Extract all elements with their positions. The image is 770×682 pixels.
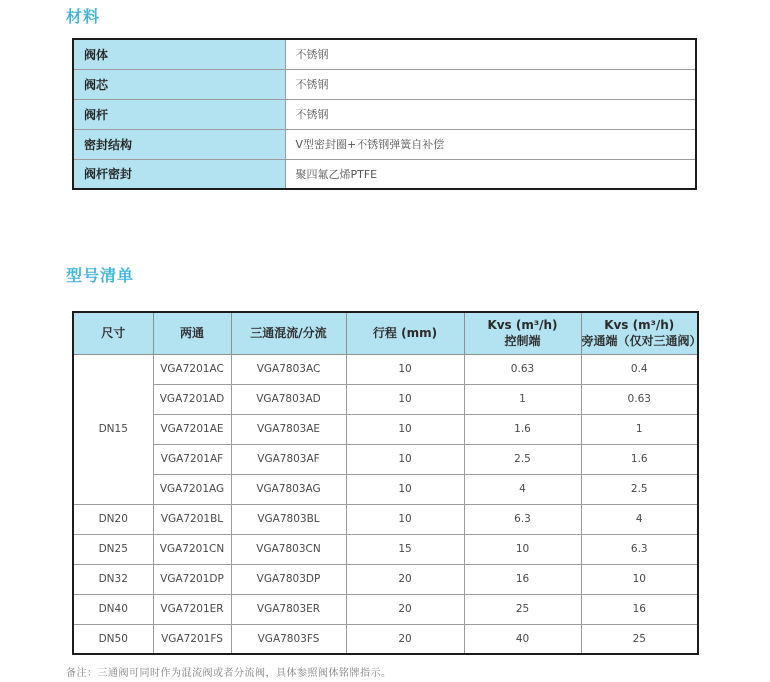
table-row xyxy=(73,504,698,534)
kvs-bypass-cell: 0.4 xyxy=(581,354,698,384)
column-header-kvs-bypass xyxy=(581,312,702,354)
column-header-stroke xyxy=(346,312,464,354)
model-list-section-title: 型号清单 xyxy=(66,266,135,285)
size-cell: DN15 xyxy=(73,354,153,504)
column-header-label: 两通 xyxy=(179,326,204,341)
material-label: 阀杆 xyxy=(73,99,285,129)
material-value: V型密封圈+不锈钢弹簧自补偿 xyxy=(285,129,696,159)
kvs-bypass-cell: 4 xyxy=(581,504,698,534)
footnote: 备注：三通阀可同时作为混流阀或者分流阀，具体参照阀体铭牌指示。 xyxy=(66,668,392,679)
kvs-control-cell: 10 xyxy=(464,534,581,564)
table-row xyxy=(73,594,698,624)
material-value: 不锈钢 xyxy=(285,39,696,69)
kvs-control-cell: 6.3 xyxy=(464,504,581,534)
table-row xyxy=(73,354,698,384)
three-way-model-cell: VGA7803AG xyxy=(231,474,346,504)
table-row xyxy=(73,384,698,414)
material-label: 阀体 xyxy=(73,39,285,69)
table-row xyxy=(73,39,696,69)
three-way-model-cell: VGA7803FS xyxy=(231,624,346,654)
kvs-bypass-cell: 16 xyxy=(581,594,698,624)
table-row xyxy=(73,159,696,189)
materials-table xyxy=(72,38,697,190)
stroke-cell: 20 xyxy=(346,624,464,654)
kvs-bypass-cell: 1 xyxy=(581,414,698,444)
material-value: 不锈钢 xyxy=(285,99,696,129)
material-label: 阀杆密封 xyxy=(73,159,285,189)
column-header-label: Kvs (m³/h) xyxy=(487,318,558,333)
kvs-control-cell: 1 xyxy=(464,384,581,414)
three-way-model-cell: VGA7803AF xyxy=(231,444,346,474)
two-way-model-cell: VGA7201BL xyxy=(153,504,231,534)
table-header-row xyxy=(73,312,698,354)
material-value: 不锈钢 xyxy=(285,69,696,99)
three-way-model-cell: VGA7803AD xyxy=(231,384,346,414)
kvs-control-cell: 25 xyxy=(464,594,581,624)
size-cell: DN20 xyxy=(73,504,153,534)
kvs-control-cell: 0.63 xyxy=(464,354,581,384)
two-way-model-cell: VGA7201FS xyxy=(153,624,231,654)
table-row xyxy=(73,444,698,474)
two-way-model-cell: VGA7201AC xyxy=(153,354,231,384)
kvs-control-cell: 4 xyxy=(464,474,581,504)
kvs-bypass-cell: 0.63 xyxy=(581,384,698,414)
kvs-control-cell: 2.5 xyxy=(464,444,581,474)
stroke-cell: 10 xyxy=(346,474,464,504)
two-way-model-cell: VGA7201AG xyxy=(153,474,231,504)
column-header-label: Kvs (m³/h) xyxy=(604,318,675,333)
two-way-model-cell: VGA7201CN xyxy=(153,534,231,564)
stroke-cell: 10 xyxy=(346,384,464,414)
table-row xyxy=(73,564,698,594)
three-way-model-cell: VGA7803BL xyxy=(231,504,346,534)
stroke-cell: 15 xyxy=(346,534,464,564)
table-row xyxy=(73,414,698,444)
table-row xyxy=(73,474,698,504)
table-row xyxy=(73,624,698,654)
column-header-two-way xyxy=(153,312,231,354)
column-header-kvs-control xyxy=(464,312,581,354)
stroke-cell: 20 xyxy=(346,594,464,624)
three-way-model-cell: VGA7803DP xyxy=(231,564,346,594)
model-list-table xyxy=(72,311,702,655)
table-row xyxy=(73,534,698,564)
size-cell: DN32 xyxy=(73,564,153,594)
three-way-model-cell: VGA7803AE xyxy=(231,414,346,444)
kvs-control-cell: 16 xyxy=(464,564,581,594)
material-label: 密封结构 xyxy=(73,129,285,159)
kvs-bypass-cell: 2.5 xyxy=(581,474,698,504)
kvs-control-cell: 40 xyxy=(464,624,581,654)
column-header-size xyxy=(73,312,153,354)
stroke-cell: 10 xyxy=(346,414,464,444)
three-way-model-cell: VGA7803ER xyxy=(231,594,346,624)
column-header-three-way xyxy=(231,312,346,354)
column-header-label: 行程 (mm) xyxy=(372,326,438,341)
size-cell: DN40 xyxy=(73,594,153,624)
two-way-model-cell: VGA7201AF xyxy=(153,444,231,474)
three-way-model-cell: VGA7803CN xyxy=(231,534,346,564)
column-header-label: 尺寸 xyxy=(101,326,126,341)
column-header-label: 三通混流/分流 xyxy=(250,326,327,341)
kvs-control-cell: 1.6 xyxy=(464,414,581,444)
size-cell: DN50 xyxy=(73,624,153,654)
stroke-cell: 10 xyxy=(346,444,464,474)
size-cell: DN25 xyxy=(73,534,153,564)
column-header-sublabel: 控制端 xyxy=(504,334,541,349)
two-way-model-cell: VGA7201AD xyxy=(153,384,231,414)
two-way-model-cell: VGA7201ER xyxy=(153,594,231,624)
kvs-bypass-cell: 25 xyxy=(581,624,698,654)
stroke-cell: 10 xyxy=(346,354,464,384)
kvs-bypass-cell: 1.6 xyxy=(581,444,698,474)
kvs-bypass-cell: 10 xyxy=(581,564,698,594)
table-row xyxy=(73,129,696,159)
material-value: 聚四氟乙烯PTFE xyxy=(285,159,696,189)
stroke-cell: 20 xyxy=(346,564,464,594)
table-row xyxy=(73,69,696,99)
three-way-model-cell: VGA7803AC xyxy=(231,354,346,384)
kvs-bypass-cell: 6.3 xyxy=(581,534,698,564)
table-row xyxy=(73,99,696,129)
two-way-model-cell: VGA7201AE xyxy=(153,414,231,444)
column-header-sublabel: 旁通端（仅对三通阀） xyxy=(581,334,702,349)
two-way-model-cell: VGA7201DP xyxy=(153,564,231,594)
material-label: 阀芯 xyxy=(73,69,285,99)
stroke-cell: 10 xyxy=(346,504,464,534)
materials-section-title: 材料 xyxy=(66,7,101,26)
